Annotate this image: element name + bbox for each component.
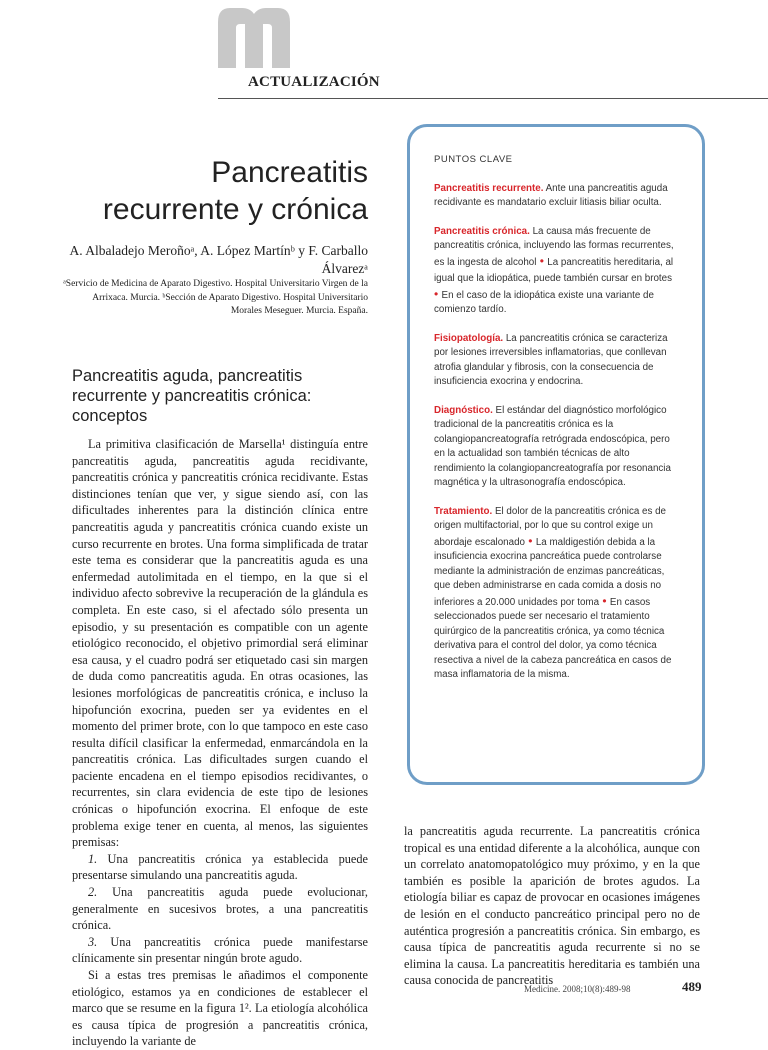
- body-column-right: [404, 823, 700, 989]
- body-paragraph: La primitiva clasificación de Marsella¹ distinguía entre pancreatitis aguda, pancreatitis aguda recidivante, pancreatitis crónica y pancreatitis crónica recidivante. Estas distinciones tenían que ver, y sigue siendo así, con las dificultades inherentes para la distinción clínica entre pancreatitis aguda y pancreatitis crónica cuando existe un curso recurrente en brotes. Una forma simplificada de tratar este tema es considerar que la pancreatitis aguda es una enfermedad autolimitada en el tiempo, en la que si el individuo afecto sobrevive la recuperación de la glándula es completa. En este caso, si el afectado sólo presenta un episodio, y su presentación es compatible con un agente etiológico reconocido, el objetivo primordial será eliminar esa causa, y el cuadro podrá ser etiquetado casi sin margen de duda como pancreatitis aguda. En otras ocasiones, las lesiones morfológicas de pancreatitis crónica, e incluso la hipofunción exocrina, pueden ser ya evidentes en el momento del primer brote, con lo que tampoco en este caso resulta difícil clasificar la enfermedad, enmarcándola en la pancreatitis crónica. Las dificultades surgen cuando el paciente encadena en el tiempo episodios recidivantes, o recurrentes, sin clara evidencia de este tipo de lesiones crónicas o hipofunción exocrina. El enfoque de este problema exige tener en cuenta, al menos, las siguientes premisas:: [72, 437, 368, 850]
- premise-text: Una pancreatitis crónica ya establecida puede presentarse simulando una pancreatitis aguda.: [72, 851, 368, 883]
- journal-citation: Medicine. 2008;10(8):489-98: [524, 984, 631, 994]
- key-point-text: Ante una pancreatitis aguda recidivante es mandatario excluir litiasis biliar oculta.: [434, 182, 668, 208]
- medicine-m-logo-icon: [218, 0, 290, 68]
- premise-item: [72, 851, 368, 884]
- body-column-left: [72, 436, 368, 1050]
- key-point-text: En el caso de la idiopática existe una variante de comienzo tardío.: [434, 289, 654, 315]
- key-points-box: [407, 124, 705, 785]
- section-label: ACTUALIZACIÓN: [248, 74, 380, 90]
- key-point-text: El dolor de la pancreatitis crónica es de origen multifactorial, por lo que su control exige un abordaje escalonado: [434, 505, 666, 548]
- section-divider: [218, 98, 768, 99]
- affiliation: ᵃServicio de Medicina de Aparato Digestivo. Hospital Universitario Virgen de la Arrixaca. Murcia. ᵇSección de Aparato Digestivo. Hospital Universitario Morales Meseguer. Murcia. España.: [63, 279, 368, 316]
- key-points-content: [434, 153, 674, 697]
- key-point-heading: Pancreatitis recurrente.: [434, 182, 544, 194]
- premise-text: Una pancreatitis aguda puede evolucionar, generalmente en sucesivos brotes, a una pancreatitis crónica.: [72, 885, 369, 933]
- bullet-icon: •: [434, 286, 442, 301]
- key-point-heading: Diagnóstico.: [434, 404, 493, 416]
- key-point-text: La pancreatitis hereditaria, al igual que la idiopática, puede también cursar en brotes: [434, 256, 674, 284]
- premise-number: 2.: [88, 885, 98, 900]
- premise-number: 1.: [88, 851, 98, 866]
- key-point: [434, 225, 674, 318]
- bullet-icon: •: [536, 253, 548, 268]
- key-point: [434, 332, 674, 390]
- article-title: [60, 154, 368, 228]
- page-number: 489: [682, 979, 702, 994]
- title-line-2: recurrente y crónica: [102, 193, 368, 226]
- key-point: [434, 404, 674, 491]
- key-point-heading: Fisiopatología.: [434, 332, 504, 344]
- body-paragraph: Si a estas tres premisas le añadimos el componente etiológico, estamos ya en condiciones de establecer el marco que se resume en la figura 1². La etiología alcohólica es causa típica de progresión a pancreatitis crónica, incluyendo la variante de: [72, 968, 368, 1049]
- key-point: [434, 505, 674, 683]
- premise-item: [72, 934, 368, 967]
- premise-number: 3.: [88, 934, 98, 949]
- key-point-text: La causa más frecuente de pancreatitis crónica, incluyendo las formas recurrentes, es la ingesta de alcohol: [434, 225, 674, 268]
- bullet-icon: •: [524, 533, 536, 548]
- premise-item: [72, 884, 368, 934]
- section-subheading: Pancreatitis aguda, pancreatitis recurrente y pancreatitis crónica: conceptos: [72, 367, 312, 425]
- authors: A. Albaladejo Meroñoᵃ, A. López Martínᵇ y F. Carballo Álvarezᵃ: [69, 243, 368, 276]
- bullet-icon: •: [599, 593, 610, 608]
- key-point-heading: Pancreatitis crónica.: [434, 225, 530, 237]
- key-point-text: El estándar del diagnóstico morfológico tradicional de la pancreatitis crónica es la colangiopancreatografía retrógrada endoscópica, pero en la actualidad son también técnicas de alto rendimiento la colangiopancreatografía por resonancia magnética y la ultrasonografía endoscópica.: [434, 404, 671, 488]
- key-point-text: En casos seleccionados puede ser necesario el tratamiento quirúrgico de la pancreatitis crónica, ya como técnica derivativa para el control del dolor, ya como técnica resectiva a nivel de la cabeza pancreática en casos de masa inflamatoria de la misma.: [434, 596, 672, 680]
- key-point: [434, 182, 674, 211]
- title-line-1: Pancreatitis: [211, 156, 368, 189]
- body-paragraph: la pancreatitis aguda recurrente. La pancreatitis crónica tropical es una entidad diferente a la alcohólica, aunque con un correlato anatomopatológico muy próximo, y en la que también es posible la aparición de brotes agudos. La etiología biliar es capaz de provocar en ocasiones imágenes de lesión en el conducto pancreático principal pero no de auténtica progresión a pancreatitis crónica. Sin embargo, es causa típica de pancreatitis aguda recurrente si no se elimina la causa. La pancreatitis hereditaria es también una causa conocida de pancreatitis: [404, 824, 700, 988]
- key-point-text: La pancreatitis crónica se caracteriza por lesiones irreversibles inflamatorias, que conllevan atrofia glandular y fibrosis, con la consecuencia de insuficiencia exocrina y endocrina.: [434, 332, 668, 387]
- key-points-title: PUNTOS CLAVE: [434, 154, 513, 165]
- key-point-text: La maldigestión debida a la insuficiencia exocrina pancreática puede controlarse mediante la administración de enzimas pancreáticas, que deben administrarse en cada comida a dosis no inferiores a 20.000 unidades por toma: [434, 536, 665, 608]
- key-point-heading: Tratamiento.: [434, 505, 493, 517]
- premise-text: Una pancreatitis crónica puede manifestarse clínicamente sin presentar ningún brote agudo.: [72, 934, 368, 966]
